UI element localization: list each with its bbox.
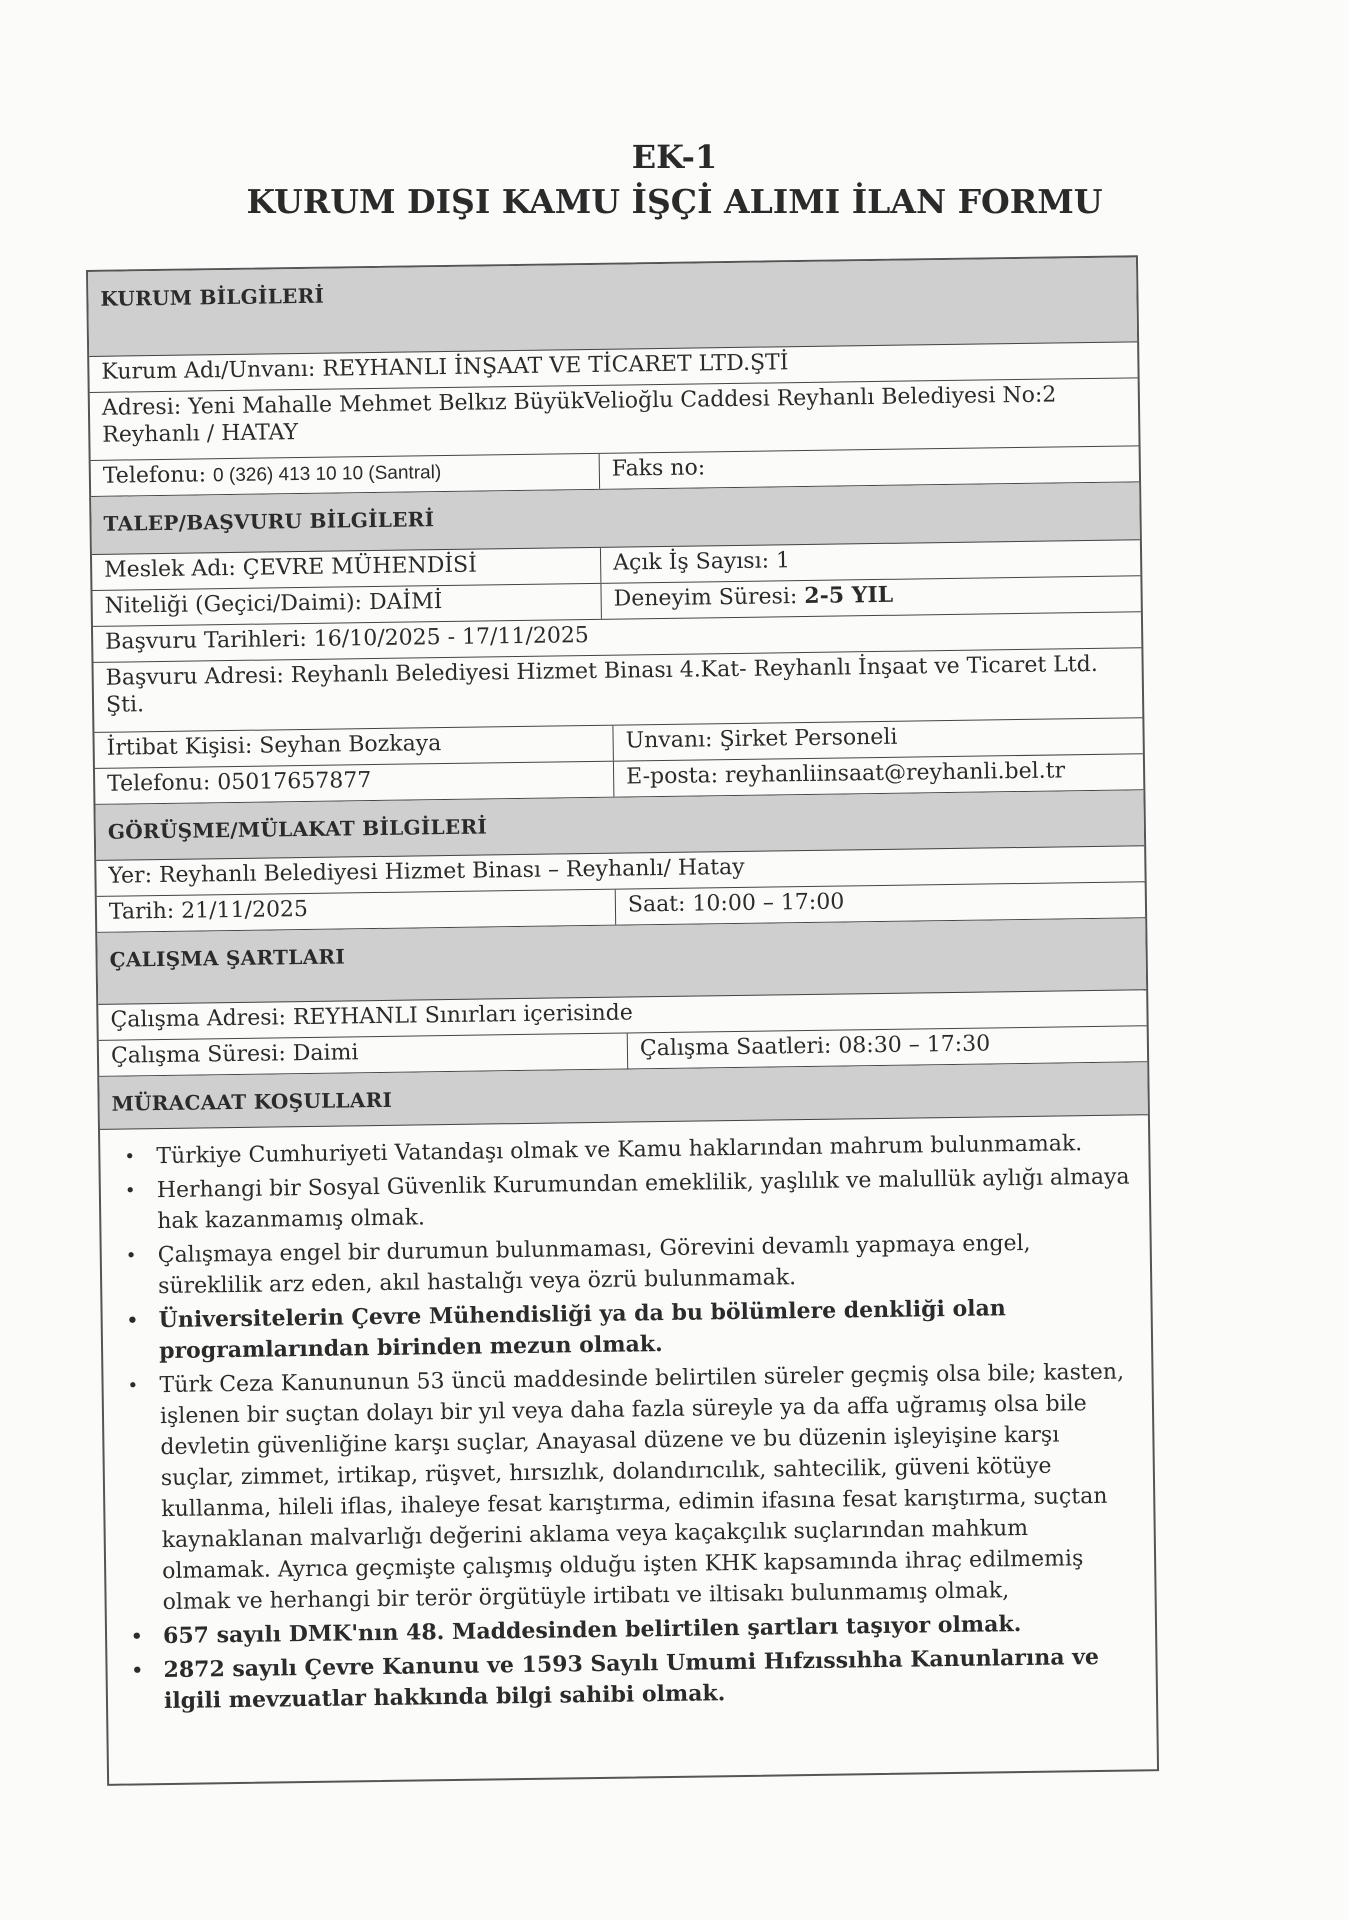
talep-telefon: Telefonu: 05017657877 — [107, 768, 372, 797]
requirement-text: Çalışmaya engel bir durumun bulunmaması, Görevini devamlı yapmaya engel, süreklilik arz eden, akıl hastalığı veya özrü bulunmamak. — [157, 1230, 1031, 1300]
requirement-text: 2872 sayılı Çevre Kanunu ve 1593 Sayılı Umumi Hıfzıssıhha Kanunlarına ve ilgili mevzuatlar hakkında bilgi sahibi olmak. — [163, 1643, 1100, 1715]
section-calisma: ÇALIŞMA ŞARTLARI — [97, 918, 1146, 1005]
requirements-list — [100, 1115, 1157, 1784]
kurum-fax: Faks no: — [599, 446, 1139, 489]
bullet-icon: • — [131, 1660, 144, 1682]
deneyim-value: 2-5 YIL — [804, 581, 894, 610]
unvani: Unvanı: Şirket Personeli — [612, 718, 1142, 760]
deneyim-label: Deneyim Süresi: — [613, 584, 798, 612]
requirement-text: Türkiye Cumhuriyeti Vatandaşı olmak ve Kamu haklarından mahrum bulunmamak. — [156, 1131, 1083, 1170]
kurum-phone — [91, 454, 599, 496]
gorusme-saat: Saat: 10:00 – 17:00 — [615, 882, 1145, 924]
list-item — [131, 1641, 1142, 1717]
announcement-form — [86, 255, 1159, 1786]
basvuru-tarihleri: Başvuru Tarihleri: 16/10/2025 - 17/11/2025 — [93, 612, 1141, 663]
talep-eposta: E-posta: reyhanliinsaat@reyhanli.bel.tr — [613, 754, 1143, 796]
bullet-icon: • — [127, 1375, 139, 1397]
section-talep: TALEP/BAŞVURU BİLGİLERİ — [91, 482, 1140, 555]
list-item — [125, 1226, 1137, 1302]
kurum-address: Adresi: Yeni Mahalle Mehmet Belkız BüyükVelioğlu Caddesi Reyhanlı Belediyesi No:2 Reyhanlı / HATAY — [90, 378, 1139, 461]
list-item — [127, 1356, 1140, 1618]
bullet-icon: • — [124, 1146, 136, 1168]
calisma-suresi: Çalışma Süresi: Daimi — [110, 1040, 359, 1069]
document-title: KURUM DIŞI KAMU İŞÇİ ALIMI İLAN FORMU — [246, 182, 1103, 221]
calisma-adresi: Çalışma Adresi: REYHANLI Sınırları içerisinde — [98, 990, 1146, 1041]
gorusme-yer: Yer: Reyhanlı Belediyesi Hizmet Binası – Reyhanlı/ Hatay — [96, 846, 1144, 897]
requirement-text: Herhangi bir Sosyal Güvenlik Kurumundan emeklilik, yaşlılık ve malullük aylığı almaya hak kazanmamış olmak. — [156, 1164, 1130, 1235]
kurum-name: Kurum Adı/Unvanı: REYHANLI İNŞAAT VE TİCARET LTD.ŞTİ — [89, 342, 1137, 393]
requirement-text: 657 sayılı DMK'nın 48. Maddesinden belirtilen şartları taşıyor olmak. — [162, 1611, 1022, 1650]
acik-is-sayisi: Açık İş Sayısı: 1 — [600, 540, 1140, 583]
bullet-icon: • — [125, 1245, 137, 1267]
bullet-icon: • — [130, 1626, 143, 1648]
niteligi: Niteliği (Geçici/Daimi): DAİMİ — [104, 589, 443, 619]
section-kurum: KURUM BİLGİLERİ — [88, 257, 1137, 357]
irtibat-kisisi: İrtibat Kişisi: Seyhan Bozkaya — [106, 731, 442, 761]
kurum-phone-value: 0 (326) 413 10 10 (Santral) — [212, 462, 442, 487]
calisma-saatleri: Çalışma Saatleri: 08:30 – 17:30 — [627, 1026, 1147, 1068]
kurum-phone-label: Telefonu: — [102, 462, 207, 489]
requirement-text: Türk Ceza Kanununun 53 üncü maddesinde belirtilen süreler geçmiş olsa bile; kasten, işlenen bir suçtan dolayı bir yıl veya daha fazla süreyle ya da affa uğramış olsa bile devletin güvenliğine karşı suçlar, Anayasal düzene ve bu düzenin işleyişine karşı suçlar, zimmet, irtikap, rüşvet, hırsızlık, dolandırıcılık, sahtecilik, güveni kötüye kullanma, hileli iflas, ihaleye fesat karıştırma, edimin ifasına fesat karıştırma, suçtan kaynaklanan malvarlığı değerini aklama veya kaçakçılık suçlarından mahkum olmamak. Ayrıca geçmişte çalışmış olduğu işten KHK kapsamında ihraç edilmemiş olmak ve herhangi bir terör örgütüyle irtibatı ve iltisakı bulunmamış olmak, — [159, 1359, 1125, 1616]
meslek-adi: Meslek Adı: ÇEVRE MÜHENDİSİ — [104, 552, 478, 583]
list-item — [124, 1161, 1136, 1237]
section-gorusme: GÖRÜŞME/MÜLAKAT BİLGİLERİ — [95, 790, 1144, 861]
bullet-icon: • — [124, 1180, 136, 1202]
section-muracaat: MÜRACAAT KOŞULLARI — [99, 1062, 1148, 1130]
list-item — [126, 1291, 1137, 1367]
basvuru-adresi: Başvuru Adresi: Reyhanlı Belediyesi Hizmet Binası 4.Kat- Reyhanlı İnşaat ve Ticaret Ltd. Şti. — [93, 648, 1142, 733]
gorusme-tarih: Tarih: 21/11/2025 — [108, 896, 309, 925]
bullet-icon: • — [126, 1310, 139, 1332]
requirement-text: Üniversitelerin Çevre Mühendisliği ya da bu bölümlere denkliği olan programlarından birinden mezun olmak. — [158, 1295, 1006, 1365]
document-code: EK-1 — [631, 138, 718, 176]
